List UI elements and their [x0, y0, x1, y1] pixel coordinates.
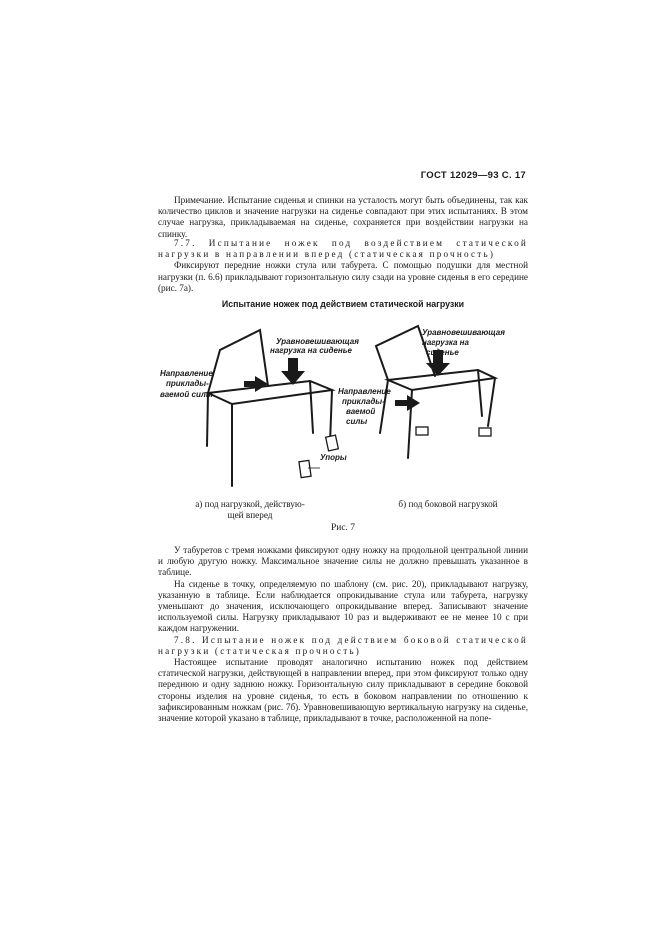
left-dir-label-3: ваемой силы	[160, 390, 213, 399]
section-7-7-heading: 7.7. Испытание ножек под воздействием статической нагрузки в направлении вперед (статическая прочность)	[158, 238, 528, 260]
caption-b: б) под боковой нагрузкой	[398, 499, 498, 509]
right-load-label-2: нагрузка на	[422, 338, 469, 347]
left-stop-1	[326, 435, 339, 451]
body-block	[158, 545, 528, 724]
right-load-label-1: Уравновешивающая	[422, 328, 505, 337]
figure-title: Испытание ножек под действием статической нагрузки	[221, 299, 465, 309]
right-dir-label-3: ваемой	[346, 407, 376, 416]
right-dir-label-4: силы	[346, 417, 368, 426]
note-block	[158, 195, 528, 240]
caption-a	[175, 499, 325, 521]
stops-label: Упоры	[320, 453, 347, 462]
note-paragraph: Примечание. Испытание сиденья и спинки на усталость могут быть объединены, так как количество циклов и значение нагрузки на сиденье совпадают при этих испытаниях. В этом случае нагрузка, прикладываемая на сиденье, сохраняется при воздействии нагрузки на спинку.	[158, 195, 528, 239]
left-load-label-2: нагрузка на сиденье	[270, 346, 352, 355]
figure-7-drawing	[150, 318, 530, 498]
right-force-arrow	[395, 395, 420, 411]
right-dir-label-1: Направление	[338, 387, 391, 396]
right-stop-2	[479, 428, 491, 436]
figure-number: Рис. 7	[330, 523, 356, 533]
left-dir-label-1: Направление	[160, 369, 213, 378]
stool-paragraph: У табуретов с тремя ножками фиксируют одну ножку на продольной центральной линии и любую другую ножку. Максимальное значение силы не должно превышать указанное в таблице.	[158, 545, 528, 578]
section-7-7-text: Фиксируют передние ножки стула или табурета. С помощью подушки для местной нагрузки (п. 6.6) прикладывают горизонтальную силу сзади на уровне сиденья в его середине (рис. 7а).	[158, 260, 528, 293]
left-force-arrow	[244, 376, 268, 392]
caption-a-line-2: щей вперед	[227, 510, 273, 520]
left-load-arrow	[281, 358, 305, 385]
caption-a-line-1: а) под нагрузкой, действую-	[195, 499, 305, 509]
section-7-8-heading: 7.8. Испытание ножек под действием боковой статической нагрузки (статическая прочность)	[158, 634, 528, 656]
right-stop-1	[416, 427, 428, 435]
left-chair-legs	[207, 381, 332, 486]
right-dir-label-2: приклады-	[342, 397, 385, 406]
right-load-label-3: сиденье	[426, 348, 459, 357]
page-header: ГОСТ 12029—93 С. 17	[420, 170, 526, 181]
left-stop-2	[299, 460, 311, 477]
left-load-label-1: Уравновешивающая	[276, 337, 359, 346]
seat-load-paragraph: На сиденье в точку, определяемую по шаблону (см. рис. 20), прикладывают нагрузку, указанную в таблице. Если наблюдается опрокидывание стула или табурета, нагрузку уменьшают до значения, исключающего опрокидывание вперед. Записывают значение используемой силы. Нагрузку прикладывают 10 раз и выдерживают ее не менее 10 с при каждом нагружении.	[158, 578, 528, 634]
left-chair-seat	[208, 381, 332, 404]
section-7-8-text: Настоящее испытание проводят аналогично испытанию ножек под действием статической нагрузки, действующей в направлении вперед, при этом фиксируют только одну переднюю и одну заднюю ножку. Горизонтальную силу прикладывают в середине боковой стороны изделия на уровне сиденья, то есть в боковом направлении по отношению к зафиксированным ножкам (рис. 7б). Уравновешивающую вертикальную нагрузку на сиденье, значение которой указано в таблице, прикладывают в точке, расположенной на попе-	[158, 657, 528, 724]
section-7-7	[158, 238, 528, 294]
left-dir-label-2: приклады-	[166, 379, 209, 388]
